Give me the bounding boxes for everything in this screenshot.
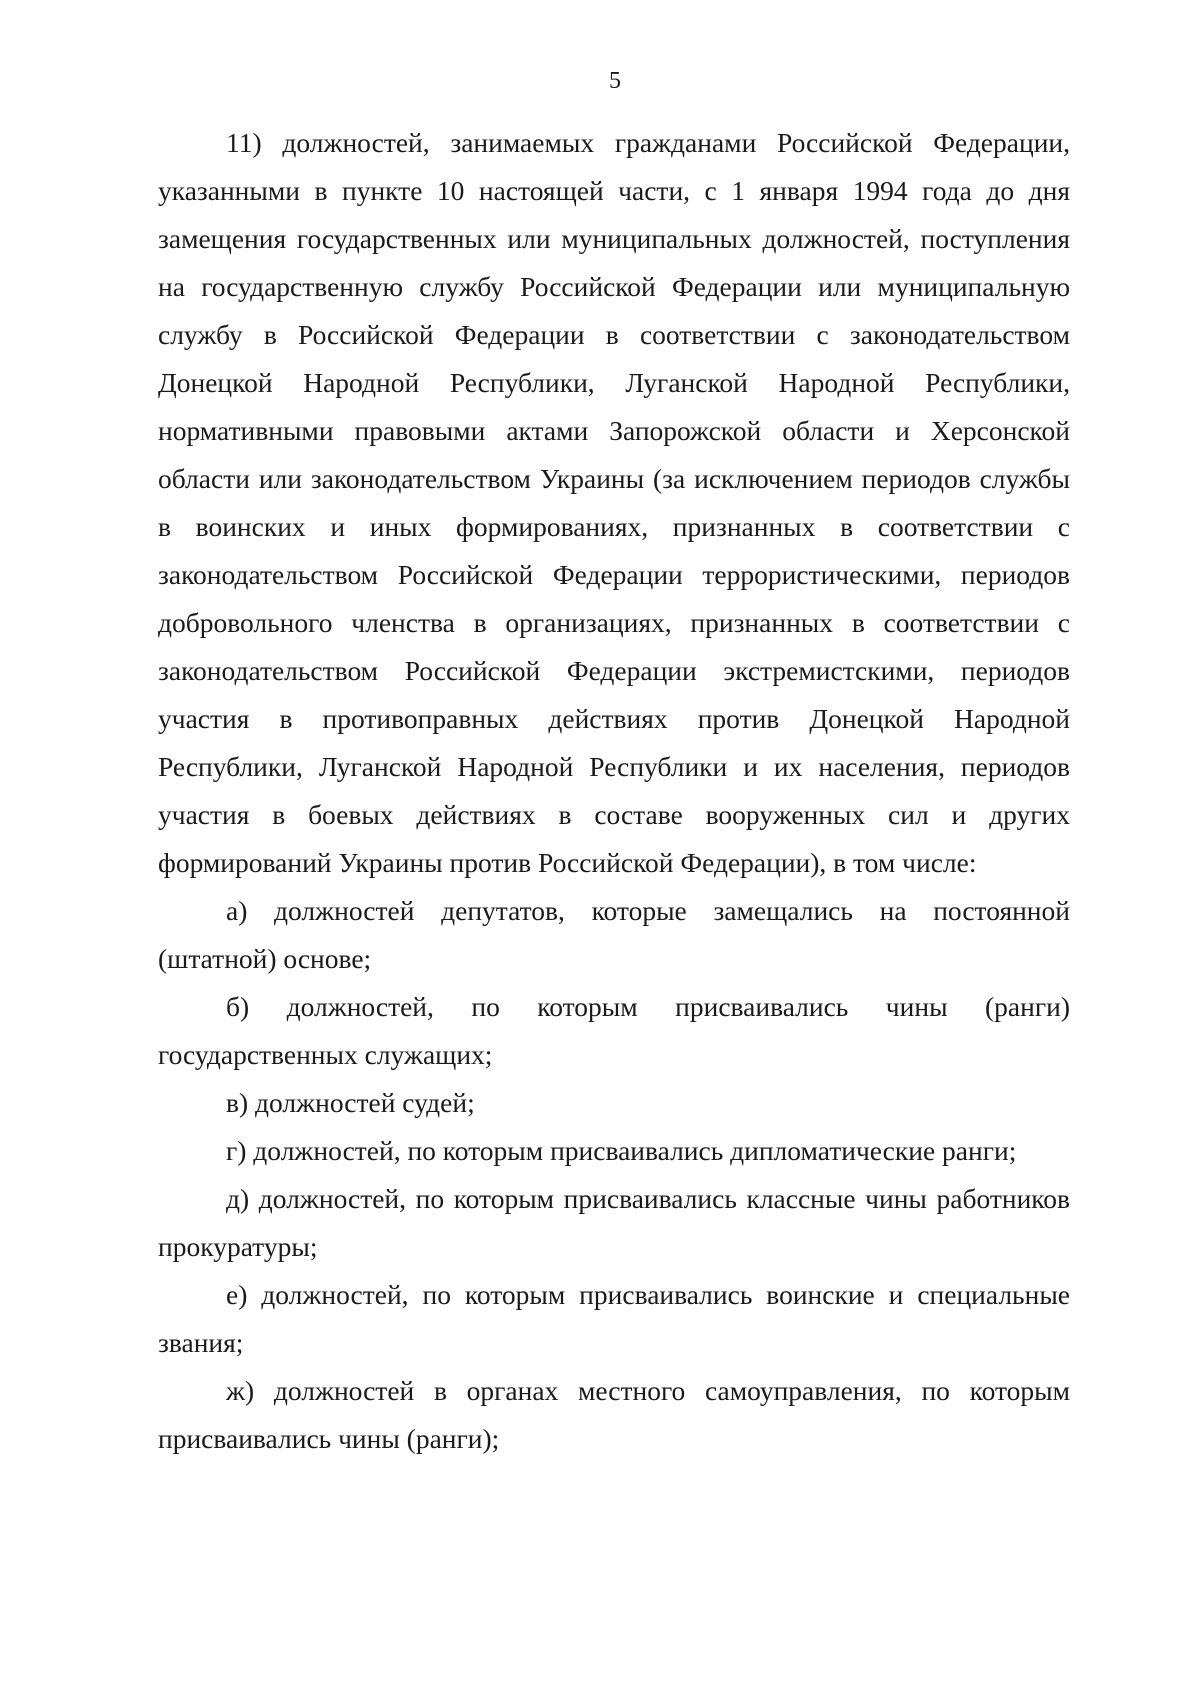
subitem-b: б) должностей, по которым присваивались чины (ранги) государственных служащих;	[158, 991, 1070, 1070]
subitem-v: в) должностей судей;	[226, 1087, 475, 1118]
paragraph-item-11: 11) должностей, занимаемых гражданами Российской Федерации, указанными в пункте 10 настоящей части, с 1 января 1994 года до дня замещения государственных или муниципальных должностей, поступления на государственную службу Российской Федерации или муниципальную службу в Российской Федерации в соответствии с законодательством Донецкой Народной Республики, Луганской Народной Республики, нормативными правовыми актами Запорожской области и Херсонской области или законодательством Украины (за исключением периодов службы в воинских и иных формированиях, признанных в соответствии с законодательством Российской Федерации террористическими, периодов добровольного членства в организациях, признанных в соответствии с законодательством Российской Федерации экстремистскими, периодов участия в противоправных действиях против Донецкой Народной Республики, Луганской Народной Республики и их населения, периодов участия в боевых действиях в составе вооруженных сил и других формирований Украины против Российской Федерации), в том числе:	[158, 127, 1070, 878]
subitem-d: д) должностей, по которым присваивались классные чины работников прокуратуры;	[158, 1183, 1070, 1262]
document-body	[158, 119, 1070, 1463]
subitem-a: а) должностей депутатов, которые замещались на постоянной (штатной) основе;	[158, 895, 1070, 974]
subitem-g: г) должностей, по которым присваивались дипломатические ранги;	[226, 1135, 1017, 1166]
subitem-zh: ж) должностей в органах местного самоуправления, по которым присваивались чины (ранги);	[158, 1375, 1070, 1454]
page-number: 5	[609, 68, 621, 94]
subitem-e: е) должностей, по которым присваивались воинские и специальные звания;	[158, 1279, 1070, 1358]
